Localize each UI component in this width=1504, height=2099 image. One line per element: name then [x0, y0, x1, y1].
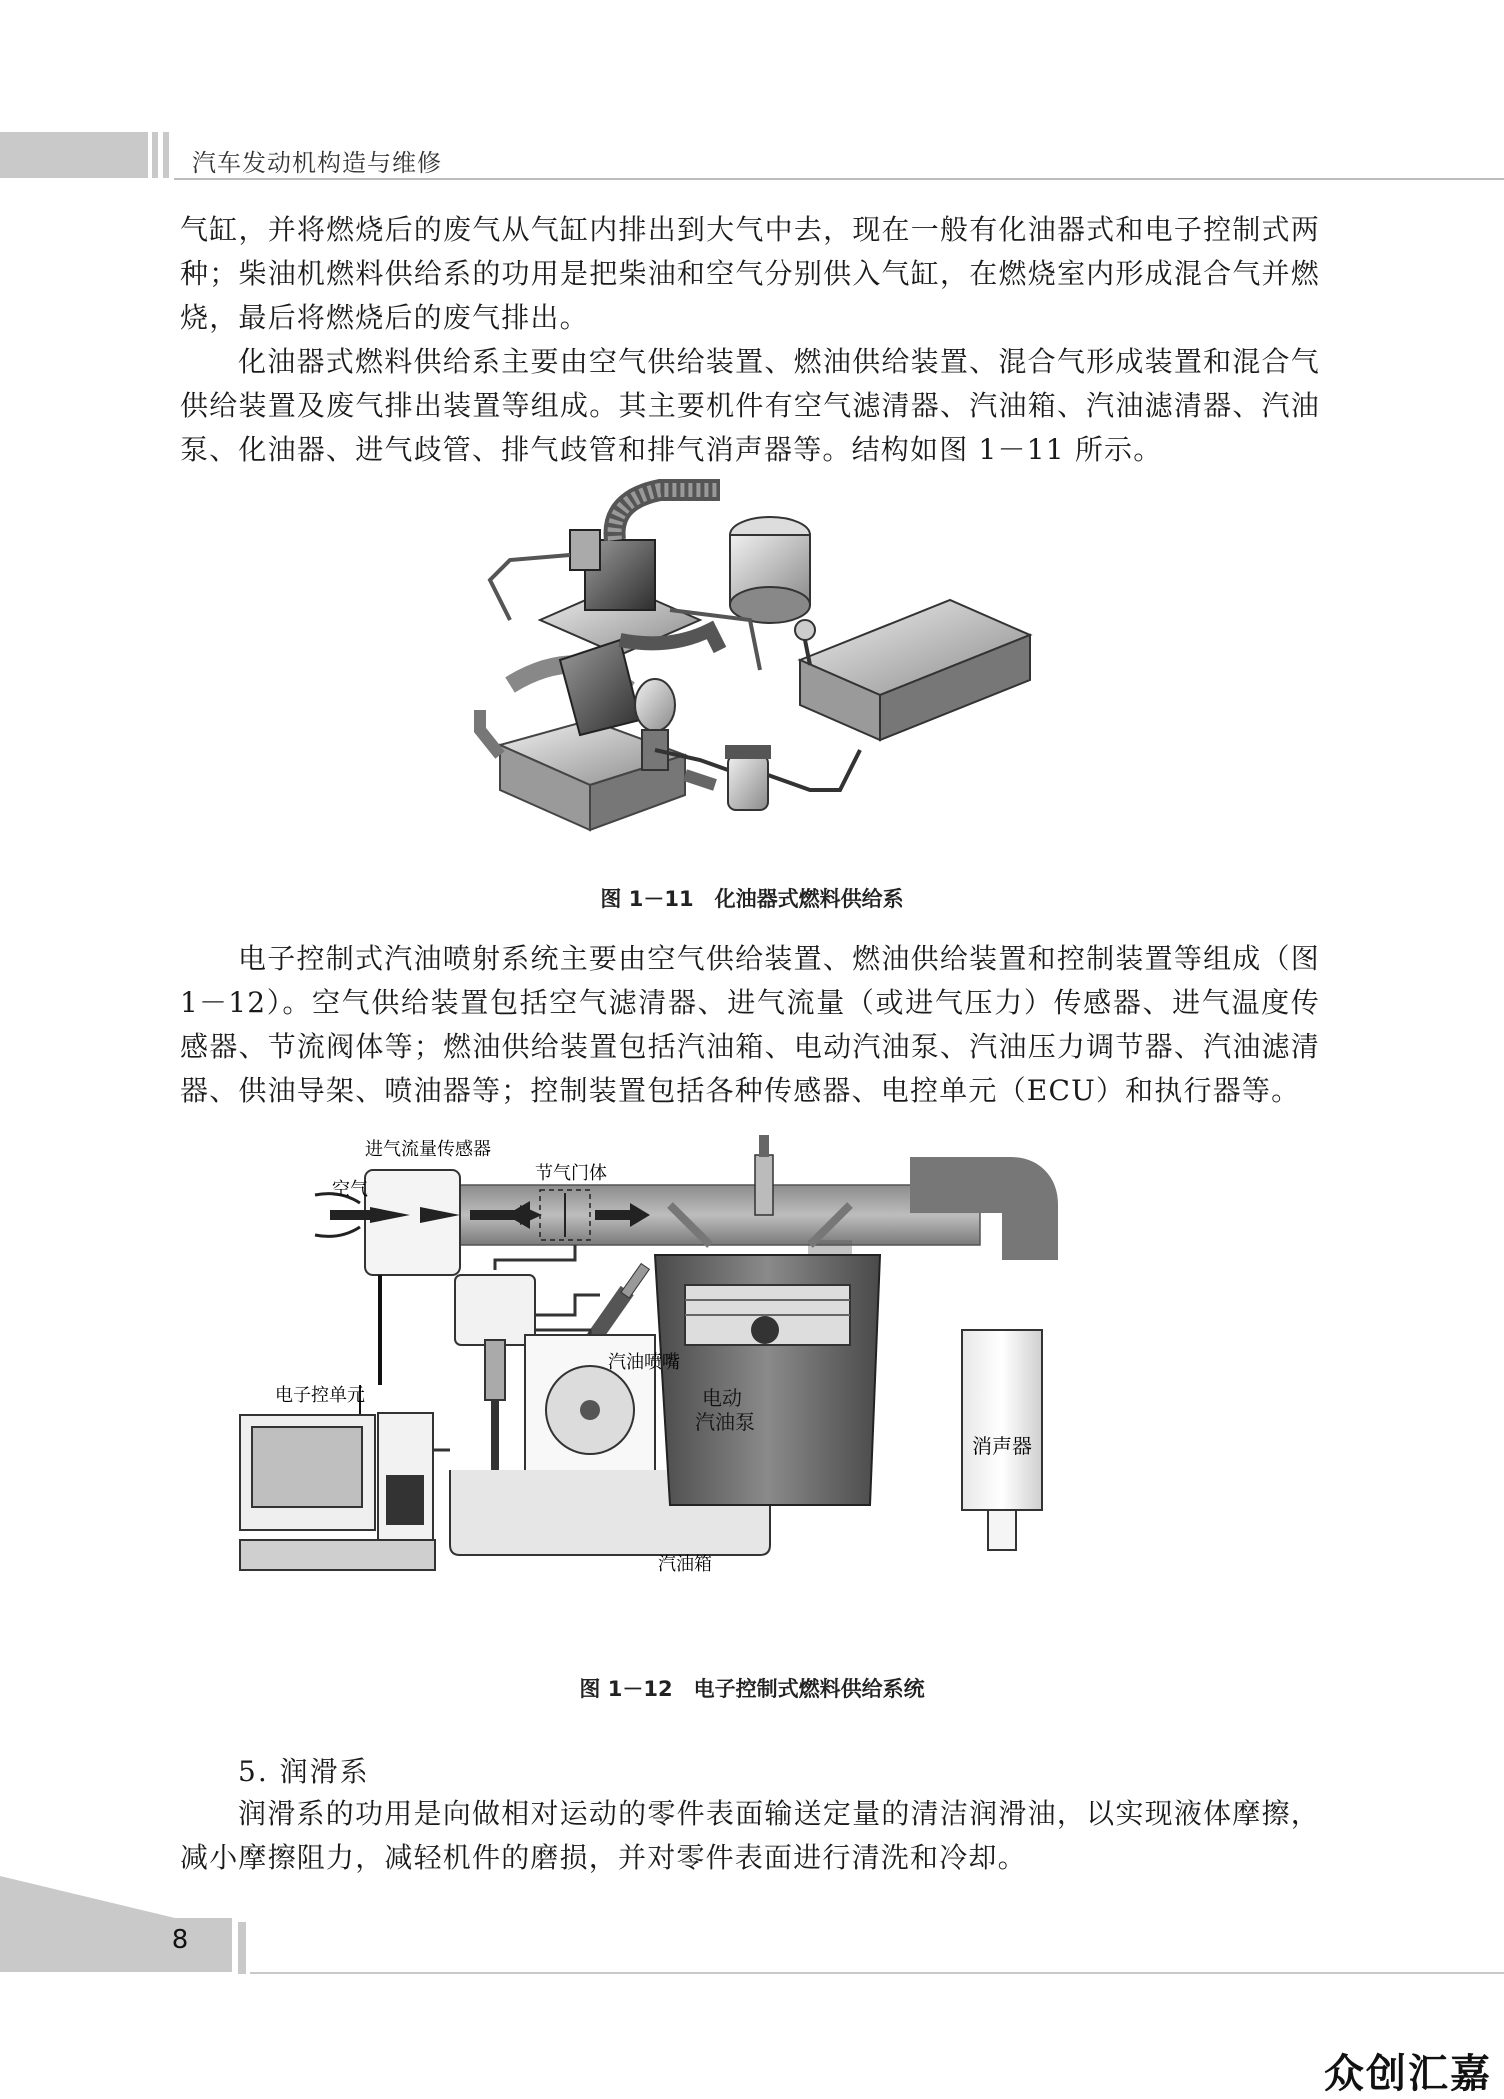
header-bar [0, 132, 148, 178]
label-fuel-pump-line2: 汽油泵 [695, 1410, 755, 1434]
header-stripe [163, 132, 169, 178]
efi-fuel-system-diagram [275, 1135, 1170, 1655]
paragraph: 化油器式燃料供给系主要由空气供给装置、燃油供给装置、混合气形成装置和混合气供给装置及废气排出装置等组成。其主要机件有空气滤清器、汽油箱、汽油滤清器、汽油泵、化油器、进气歧管、排气歧管和排气消声器等。结构如图 1－11 所示。 [180, 345, 1320, 466]
label-fuel-pump-line1: 电动 [702, 1386, 742, 1410]
label-injector: 汽油喷嘴 [608, 1352, 680, 1373]
running-header-title: 汽车发动机构造与维修 [192, 149, 442, 177]
label-fuel-tank: 汽油箱 [658, 1554, 712, 1575]
footer-rule [250, 1972, 1504, 1974]
header-stripe [152, 132, 158, 178]
page-number: 8 [171, 1925, 189, 1955]
label-muffler: 消声器 [972, 1434, 1032, 1458]
paragraph: 润滑系的功用是向做相对运动的零件表面输送定量的清洁润滑油，以实现液体摩擦，减小摩擦阻力，减轻机件的磨损，并对零件表面进行清洗和冷却。 [180, 1797, 1320, 1874]
label-airflow-sensor: 进气流量传感器 [365, 1139, 491, 1160]
figure-caption: 图 1－11 化油器式燃料供给系 [600, 887, 904, 911]
label-air: 空气 [332, 1179, 368, 1200]
footer-stripe [238, 1922, 246, 1974]
carburetor-fuel-system-illustration [470, 490, 1030, 830]
label-ecu: 电子控单元 [275, 1385, 365, 1406]
paragraph: 气缸，并将燃烧后的废气从气缸内排出到大气中去，现在一般有化油器式和电子控制式两种；柴油机燃料供给系的功用是把柴油和空气分别供入气缸，在燃烧室内形成混合气并燃烧，最后将燃烧后的废气排出。 [180, 213, 1320, 334]
paragraph: 电子控制式汽油喷射系统主要由空气供给装置、燃油供给装置和控制装置等组成（图 1－12）。空气供给装置包括空气滤清器、进气流量（或进气压力）传感器、进气温度传感器、节流阀体等；燃油供给装置包括汽油箱、电动汽油泵、汽油压力调节器、汽油滤清器、供油导架、喷油器等；控制装置包括各种传感器、电控单元（ECU）和执行器等。 [180, 942, 1320, 1107]
figure-caption: 图 1－12 电子控制式燃料供给系统 [579, 1677, 925, 1701]
section-heading: 5. 润滑系 [238, 1755, 370, 1788]
watermark: 众创汇嘉 [1324, 2051, 1492, 2097]
header-rule [174, 178, 1504, 180]
label-throttle-body: 节气门体 [535, 1163, 607, 1184]
